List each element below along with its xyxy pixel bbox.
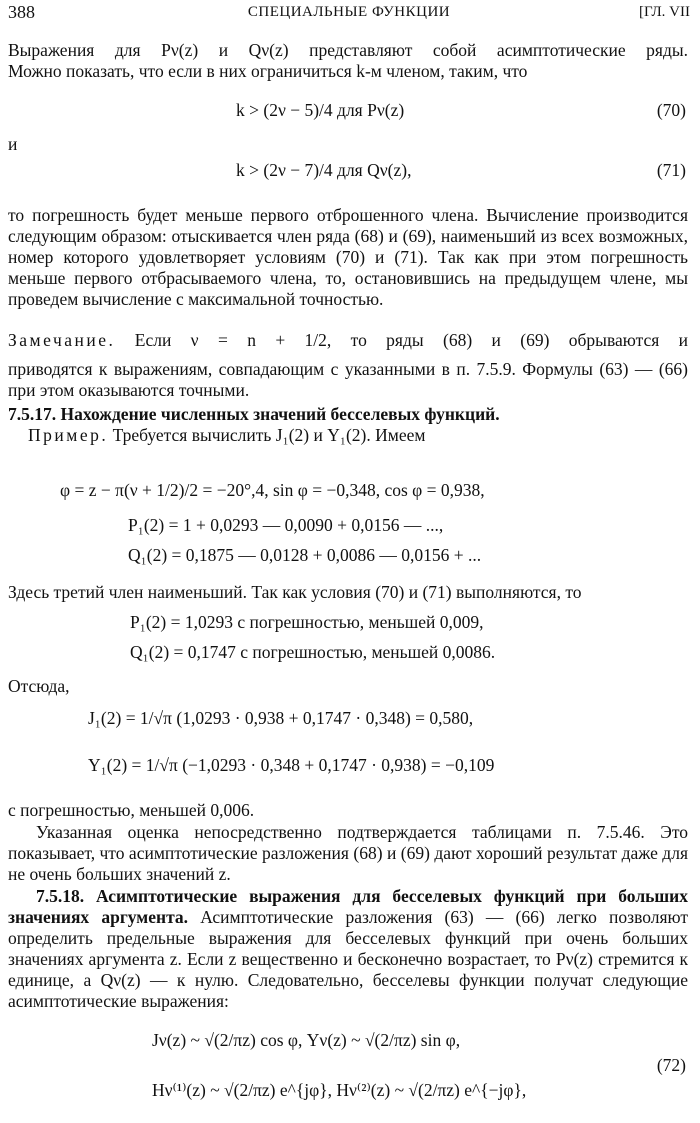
remark-continuation: приводятся к выражениям, совпадающим с указанными в п. 7.5.9. Формулы (63) — (66) при этом оказываются точными.: [8, 359, 688, 400]
equation-72-line-2: Hν⁽¹⁾(z) ~ √(2/πz) e^{jφ}, Hν⁽²⁾(z) ~ √(2/πz) e^{−jφ},: [152, 1080, 527, 1100]
equation-Q1-value: Q₁(2) = 0,1747 с погрешностью, меньшей 0,0086.: [130, 642, 496, 662]
equation-number-71: (71): [656, 160, 686, 180]
equation-71: k > (2ν − 7)/4 для Qν(z),: [236, 160, 412, 180]
section-7-5-17-title: 7.5.17. Нахождение численных значений бесселевых функций.: [8, 404, 500, 424]
remark-line-1: [8, 330, 688, 351]
section-7-5-17-heading: [8, 404, 688, 425]
equation-Q1-series: Q₁(2) = 0,1875 — 0,0128 + 0,0086 — 0,0156 + ...: [128, 545, 482, 565]
paragraph-7: [8, 886, 688, 1012]
paragraph-1-line-1: Выражения для Pν(z) и Qν(z) представляют собой асимптотические ряды.: [8, 40, 688, 60]
page-number: 388: [8, 2, 35, 22]
equation-P1-series: P₁(2) = 1 + 0,0293 — 0,0090 + 0,0156 — ...,: [128, 515, 444, 535]
paragraph-4: Здесь третий член наименьший. Так как условия (70) и (71) выполняются, то: [8, 582, 582, 602]
equation-phi: φ = z − π(ν + 1/2)/2 = −20°,4, sin φ = −0,348, cos φ = 0,938,: [60, 480, 485, 500]
remark-label: Замечание.: [8, 330, 116, 350]
paragraph-5: с погрешностью, меньшей 0,006.: [8, 800, 255, 820]
equation-number-70: (70): [656, 100, 686, 120]
example-text: Требуется вычислить J₁(2) и Y₁(2). Имеем: [112, 425, 426, 445]
chapter-label: [ГЛ. VII: [638, 4, 690, 20]
equation-J1: J₁(2) = 1/√π (1,0293 · 0,938 + 0,1747 · 0,348) = 0,580,: [88, 708, 474, 728]
section-7-5-18-title: 7.5.18. Асимптотические выражения для бесселевых функций при больших значениях аргумента.: [8, 886, 688, 927]
remark-text: Если ν = n + 1/2, то ряды (68) и (69) обрываются и: [134, 330, 688, 350]
equation-72-line-1: Jν(z) ~ √(2/πz) cos φ, Yν(z) ~ √(2/πz) sin φ,: [152, 1030, 461, 1050]
equation-number-72: (72): [656, 1055, 686, 1075]
paragraph-6: Указанная оценка непосредственно подтверждается таблицами п. 7.5.46. Это показывает, что асимптотические разложения (68) и (69) дают хороший результат даже для не очень больших значений z.: [8, 822, 688, 884]
paragraph-2: то погрешность будет меньше первого отброшенного члена. Вычисление производится следующим образом: отыскивается член ряда (68) и (69), наименьший из всех возможных, номер которого удовлетворяет условиям (70) и (71). Так как при этом погрешность меньше первого отбрасываемого члена, то, остановившись на предыдущем члене, мы проведем вычисление с максимальной точностью.: [8, 205, 688, 309]
running-title: СПЕЦИАЛЬНЫЕ ФУНКЦИИ: [247, 4, 451, 20]
example-line: [8, 425, 688, 446]
equation-Y1: Y₁(2) = 1/√π (−1,0293 · 0,348 + 0,1747 · 0,938) = −0,109: [88, 755, 495, 775]
paragraph-1-line-2: Можно показать, что если в них ограничиться k-м членом, таким, что: [8, 61, 528, 81]
example-label: Пример.: [28, 425, 109, 445]
conjunction-and: и: [8, 134, 18, 154]
equation-70: k > (2ν − 5)/4 для Pν(z): [236, 100, 405, 120]
equation-P1-value: P₁(2) = 1,0293 с погрешностью, меньшей 0,009,: [130, 612, 484, 632]
paragraph-7-text: Асимптотические разложения (63) — (66) легко позволяют определить предельные выражения для бесселевых функций при очень больших значениях аргумента z. Если z вещественно и бесконечно возрастает, то Pν(z) стремится к единице, а Qν(z) — к нулю. Следовательно, бесселевы функции получат следующие асимптотические выражения:: [8, 907, 689, 1011]
hence-word: Отсюда,: [8, 676, 70, 696]
page-header: [8, 2, 690, 28]
